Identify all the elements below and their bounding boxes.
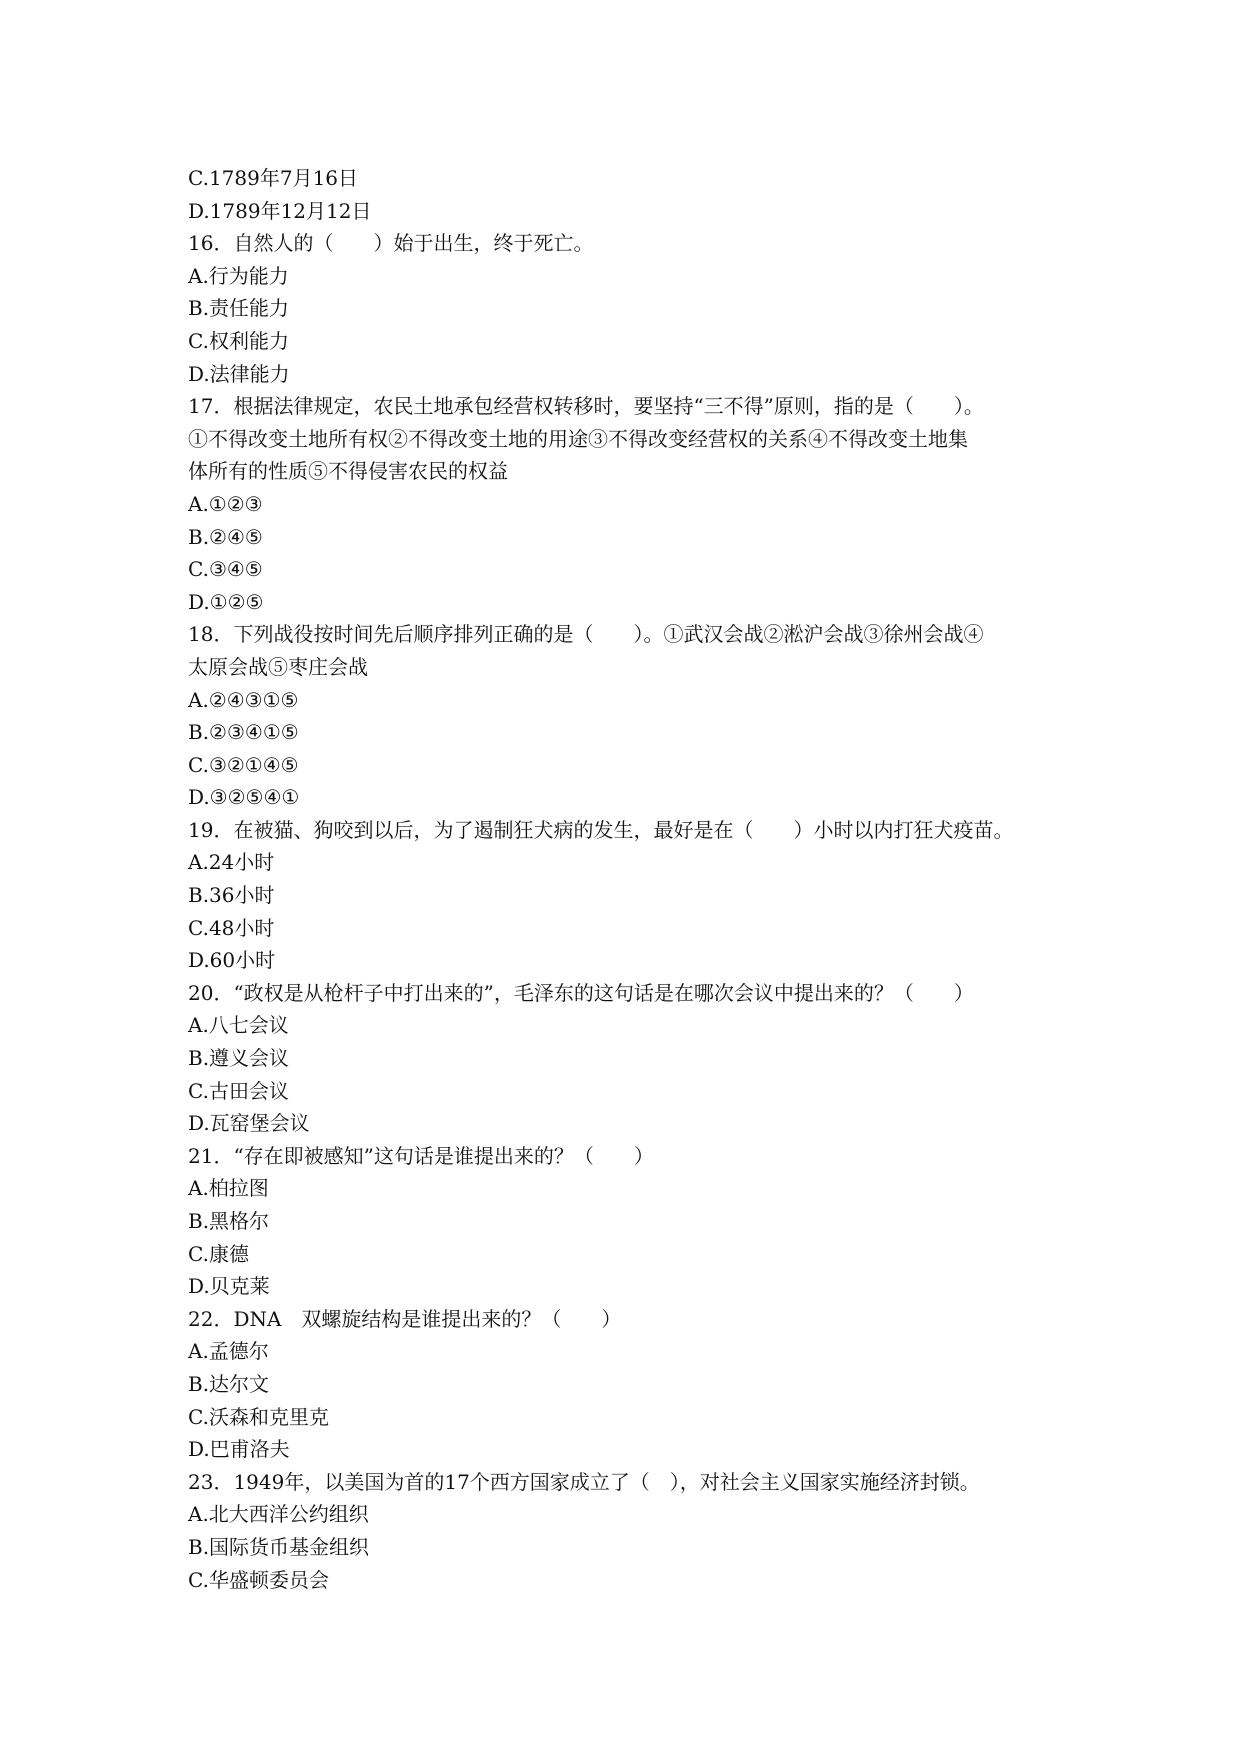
option-line: C.③④⑤ <box>188 557 263 582</box>
option-line: A.①②③ <box>188 491 263 516</box>
option-line: C.康德 <box>188 1241 249 1266</box>
question-22: 22．DNA 双螺旋结构是谁提出来的？（ ） <box>188 1306 622 1331</box>
option-line: D.60小时 <box>188 948 276 973</box>
option-line: D.1789年12月12日 <box>188 198 372 223</box>
option-line: B.②④⑤ <box>188 524 263 549</box>
option-line: C.48小时 <box>188 915 275 940</box>
question-19: 19．在被猫、狗咬到以后，为了遏制狂犬病的发生，最好是在（ ）小时以内打狂犬疫苗。 <box>188 817 1014 842</box>
option-line: B.黑格尔 <box>188 1209 270 1233</box>
option-line: B.责任能力 <box>188 296 290 321</box>
option-line: A.行为能力 <box>188 263 289 288</box>
question-23: 23．1949年，以美国为首的17个西方国家成立了（ ），对社会主义国家实施经济封锁。 <box>188 1469 980 1494</box>
option-line: C.古田会议 <box>188 1078 289 1103</box>
option-line: A.北大西洋公约组织 <box>188 1502 369 1527</box>
option-line: D.①②⑤ <box>188 589 264 614</box>
question-17-continued: 体所有的性质⑤不得侵害农民的权益 <box>188 459 508 484</box>
option-line: A.②④③①⑤ <box>188 687 299 712</box>
option-line: A.柏拉图 <box>188 1176 269 1201</box>
question-text-block <box>188 162 1068 1596</box>
option-line: C.③②①④⑤ <box>188 752 299 777</box>
question-18: 18．下列战役按时间先后顺序排列正确的是（ ）。①武汉会战②淞沪会战③徐州会战④ <box>188 622 984 647</box>
option-line: C.权利能力 <box>188 328 289 353</box>
option-line: B.达尔文 <box>188 1371 270 1396</box>
option-line: A.24小时 <box>188 850 275 875</box>
option-line: A.孟德尔 <box>188 1339 269 1364</box>
option-line: D.巴甫洛夫 <box>188 1437 290 1462</box>
option-line: D.法律能力 <box>188 361 290 386</box>
question-16: 16．自然人的（ ）始于出生，终于死亡。 <box>188 231 594 256</box>
option-line: C.沃森和克里克 <box>188 1404 329 1429</box>
option-line: B.36小时 <box>188 883 275 908</box>
option-line: D.瓦窑堡会议 <box>188 1111 310 1136</box>
question-17-continued: ①不得改变土地所有权②不得改变土地的用途③不得改变经营权的关系④不得改变土地集 <box>188 426 968 451</box>
option-line: D.③②⑤④① <box>188 785 300 810</box>
question-18-continued: 太原会战⑤枣庄会战 <box>188 654 368 679</box>
option-line: B.国际货币基金组织 <box>188 1534 370 1559</box>
question-17: 17．根据法律规定，农民土地承包经营权转移时，要坚持“三不得”原则，指的是（ ）。 <box>188 394 984 419</box>
option-line: B.遵义会议 <box>188 1046 290 1071</box>
option-line: C.华盛顿委员会 <box>188 1567 329 1592</box>
question-20: 20．“政权是从枪杆子中打出来的”，毛泽东的这句话是在哪次会议中提出来的？（ ） <box>188 980 974 1005</box>
option-line: B.②③④①⑤ <box>188 720 299 745</box>
option-line: D.贝克莱 <box>188 1274 270 1299</box>
question-21: 21．“存在即被感知”这句话是谁提出来的？（ ） <box>188 1143 654 1168</box>
option-line: C.1789年7月16日 <box>188 166 359 190</box>
option-line: A.八七会议 <box>188 1013 289 1038</box>
